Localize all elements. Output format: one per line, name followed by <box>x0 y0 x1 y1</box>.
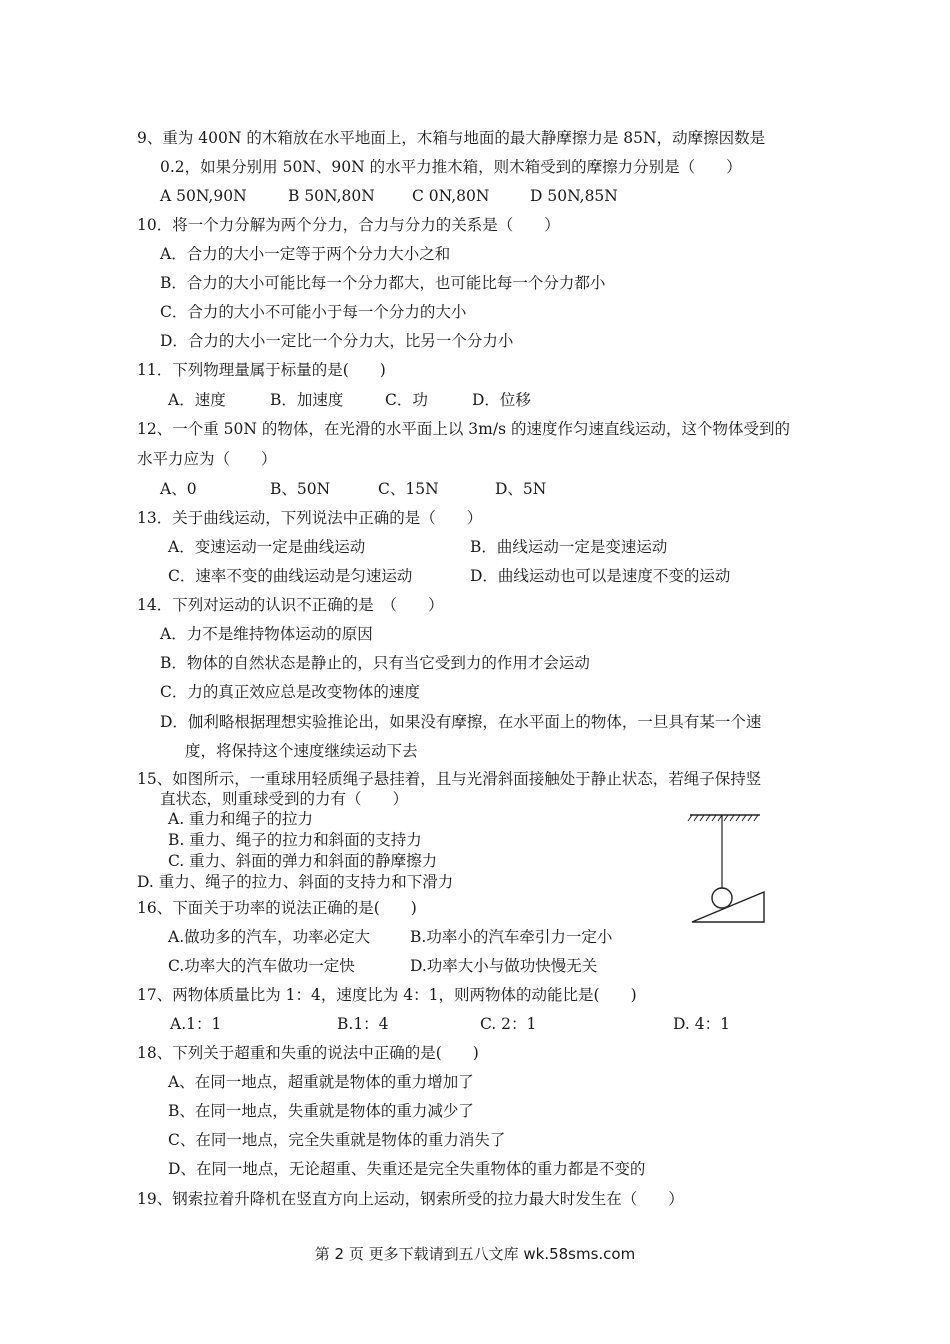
q10-option-c: C．合力的大小不可能小于每一个分力的大小 <box>160 303 467 321</box>
q12-option-b: B、50N <box>270 480 331 498</box>
q15-stem-line1: 15、如图所示，一重球用轻质绳子悬挂着，且与光滑斜面接触处于静止状态，若绳子保持竖 <box>137 770 762 788</box>
q17-option-a: A.1：1 <box>170 1015 222 1033</box>
q12-option-c: C、15N <box>378 480 439 498</box>
q9-stem-line1: 9、重为 400N 的木箱放在水平地面上，木箱与地面的最大静摩擦力是 85N，动摩擦因数是 <box>137 129 766 147</box>
q14-option-d-continued: 度，将保持这个速度继续运动下去 <box>185 742 418 760</box>
q12-stem-line1: 12、一个重 50N 的物体，在光滑的水平面上以 3m/s 的速度作匀速直线运动，这个物体受到的 <box>137 420 790 438</box>
q14-option-b: B．物体的自然状态是静止的，只有当它受到力的作用才会运动 <box>160 654 590 672</box>
q15-option-c: C. 重力、斜面的弹力和斜面的静摩擦力 <box>168 852 438 870</box>
page-footer: 第 2 页 更多下载请到五八文库 wk.58sms.com <box>314 1245 636 1263</box>
q10-option-d: D．合力的大小一定比一个分力大，比另一个分力小 <box>160 332 514 350</box>
q14-option-d: D．伽利略根据理想实验推论出，如果没有摩擦，在水平面上的物体，一旦具有某一个速 <box>160 713 762 731</box>
q11-option-c: C．功 <box>385 391 428 409</box>
q17-stem: 17、两物体质量比为 1：4，速度比为 4：1，则两物体的动能比是( ) <box>137 986 637 1004</box>
q12-option-a: A、0 <box>160 480 197 498</box>
q10-stem: 10．将一个力分解为两个分力，合力与分力的关系是（ ） <box>137 216 560 234</box>
q13-option-c: C．速率不变的曲线运动是匀速运动 <box>168 567 413 585</box>
q14-stem: 14．下列对运动的认识不正确的是 （ ） <box>137 596 444 614</box>
q18-option-c: C、在同一地点，完全失重就是物体的重力消失了 <box>168 1131 506 1149</box>
q9-stem-line2: 0.2，如果分别用 50N、90N 的水平力推木箱，则木箱受到的摩擦力分别是（ ） <box>160 158 742 176</box>
q17-option-c: C. 2：1 <box>480 1015 537 1033</box>
q19-stem: 19、钢索拉着升降机在竖直方向上运动，钢索所受的拉力最大时发生在（ ） <box>137 1190 684 1208</box>
q13-option-a: A．变速运动一定是曲线运动 <box>168 538 366 556</box>
q12-option-d: D、5N <box>495 480 547 498</box>
q11-option-b: B．加速度 <box>270 391 344 409</box>
q17-option-d: D. 4：1 <box>673 1015 730 1033</box>
q18-option-a: A、在同一地点，超重就是物体的重力增加了 <box>168 1073 474 1091</box>
q11-option-a: A．速度 <box>168 391 226 409</box>
q16-option-a: A.做功多的汽车，功率必定大 <box>168 928 371 946</box>
q18-stem: 18、下列关于超重和失重的说法中正确的是( ) <box>137 1044 479 1062</box>
q9-option-a: A 50N,90N <box>160 187 247 205</box>
q9-option-b: B 50N,80N <box>288 187 375 205</box>
q11-stem: 11．下列物理量属于标量的是( ) <box>137 361 386 379</box>
q12-stem-line2: 水平力应为（ ） <box>137 450 277 468</box>
q14-option-c: C．力的真正效应总是改变物体的速度 <box>160 683 420 701</box>
q15-option-d: D. 重力、绳子的拉力、斜面的支持力和下滑力 <box>137 873 454 891</box>
q13-option-d: D．曲线运动也可以是速度不变的运动 <box>470 567 731 585</box>
q17-option-b: B.1：4 <box>337 1015 389 1033</box>
q10-option-a: A．合力的大小一定等于两个分力大小之和 <box>160 245 451 263</box>
q18-option-b: B、在同一地点，失重就是物体的重力减少了 <box>168 1102 474 1120</box>
q9-option-c: C 0N,80N <box>412 187 490 205</box>
q10-option-b: B．合力的大小可能比每一个分力都大，也可能比每一个分力都小 <box>160 274 606 292</box>
q16-stem: 16、下面关于功率的说法正确的是( ) <box>137 899 417 917</box>
q16-option-b: B.功率小的汽车牵引力一定小 <box>410 928 613 946</box>
ceiling-hatch <box>688 815 758 821</box>
ball <box>712 888 732 908</box>
q15-figure-ball-on-incline <box>686 812 766 924</box>
q9-option-d: D 50N,85N <box>530 187 618 205</box>
q15-stem-line2: 直状态，则重球受到的力有（ ） <box>160 790 409 808</box>
q16-option-c: C.功率大的汽车做功一定快 <box>168 957 355 975</box>
q11-option-d: D．位移 <box>472 391 531 409</box>
q18-option-d: D、在同一地点，无论超重、失重还是完全失重物体的重力都是不变的 <box>168 1160 646 1178</box>
q14-option-a: A．力不是维持物体运动的原因 <box>160 625 373 643</box>
q15-option-a: A. 重力和绳子的拉力 <box>168 810 314 828</box>
q15-option-b: B. 重力、绳子的拉力和斜面的支持力 <box>168 831 422 849</box>
q16-option-d: D.功率大小与做功快慢无关 <box>410 957 598 975</box>
q13-option-b: B．曲线运动一定是变速运动 <box>470 538 668 556</box>
q13-stem: 13．关于曲线运动，下列说法中正确的是（ ） <box>137 509 483 527</box>
